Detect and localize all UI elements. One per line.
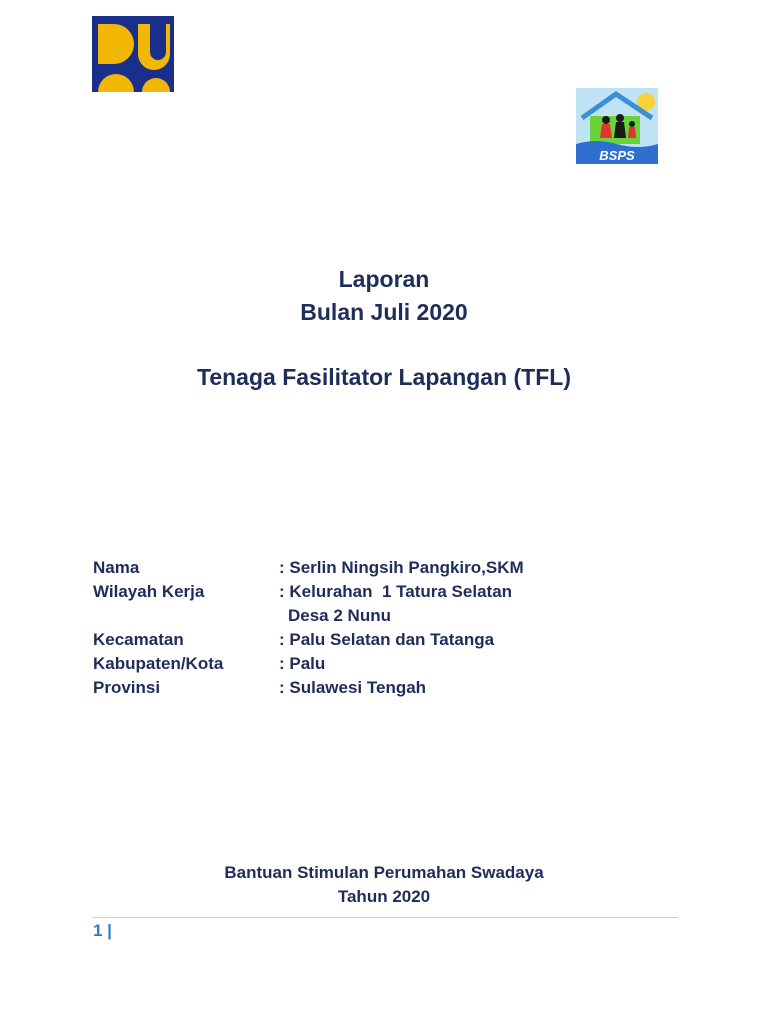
bsps-house-family-logo-icon — [576, 88, 658, 164]
report-title: Laporan — [338, 266, 430, 292]
info-label: Kabupaten/Kota — [93, 654, 224, 673]
info-row-wilayah-continued — [93, 604, 524, 628]
report-period: Bulan Juli 2020 — [300, 299, 468, 325]
program-year: Tahun 2020 — [337, 887, 431, 906]
info-value: : Serlin Ningsih Pangkiro,SKM — [279, 558, 524, 577]
info-label: Kecamatan — [93, 630, 184, 649]
info-value: Desa 2 Nunu — [288, 606, 391, 625]
info-row-kecamatan — [93, 628, 524, 652]
info-row-nama — [93, 556, 524, 580]
program-name: Bantuan Stimulan Perumahan Swadaya — [224, 863, 544, 882]
bsps-logo-text: BSPS — [599, 148, 635, 163]
info-label: Provinsi — [93, 678, 161, 697]
info-row-provinsi — [93, 676, 524, 700]
pu-ministry-logo-icon — [92, 16, 174, 92]
info-label: Nama — [93, 558, 140, 577]
info-value: : Palu — [279, 654, 326, 673]
report-subject: Tenaga Fasilitator Lapangan (TFL) — [197, 364, 571, 390]
identity-info — [93, 556, 524, 700]
footer-divider — [92, 917, 678, 918]
info-value: : Sulawesi Tengah — [279, 678, 427, 697]
info-row-kabupaten — [93, 652, 524, 676]
info-value: : Kelurahan 1 Tatura Selatan — [279, 582, 513, 601]
info-value: : Palu Selatan dan Tatanga — [279, 630, 495, 649]
info-row-wilayah — [93, 580, 524, 604]
info-label: Wilayah Kerja — [93, 582, 205, 601]
page-number: 1 | — [93, 921, 112, 940]
